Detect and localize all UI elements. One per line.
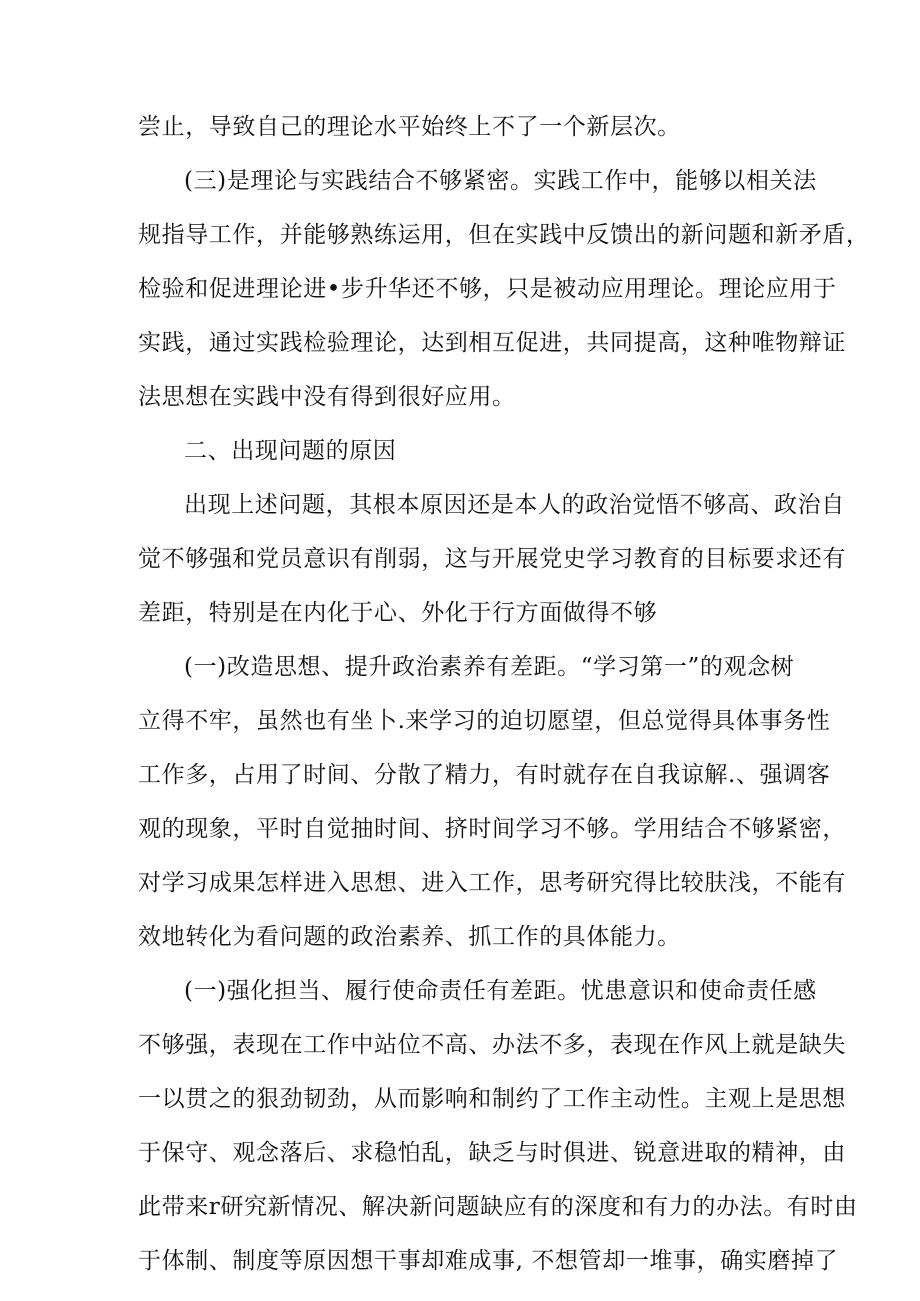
text-line: 一以贯之的狠劲韧劲，从而影响和制约了工作主动性。主观上是思想: [138, 1086, 846, 1112]
document-body: [138, 100, 870, 1288]
text-line: 规指导工作，并能够熟练运用，但在实践中反馈出的新问题和新矛盾，: [138, 222, 870, 248]
text-line: 二、出现问题的原因: [184, 438, 397, 464]
text-line: (三)是理论与实践结合不够紧密。实践工作中，能够以相关法: [184, 168, 817, 194]
text-line: (一)改造思想、提升政治素养有差距。“学习第一”的观念树: [184, 654, 795, 680]
text-line: 立得不牢，虽然也有坐卜.来学习的迫切愿望，但总觉得具体事务性: [138, 708, 831, 734]
text-line: 工作多，占用了时间、分散了精力，有时就存在自我谅解.、强调客: [138, 762, 831, 788]
text-line: 出现上述问题，其根本原因还是本人的政治觉悟不够高、政治自: [184, 492, 845, 518]
text-line: 检验和促进理论进•步升华还不够，只是被动应用理论。理论应用于: [138, 276, 837, 302]
text-line: 此带来r研究新情况、解决新问题缺应有的深度和有力的办法。有时由: [138, 1194, 858, 1220]
text-line: 于保守、观念落后、求稳怕乱，缺乏与时俱进、锐意进取的精神，由: [138, 1140, 846, 1166]
text-line: 效地转化为看问题的政治素养、抓工作的具体能力。: [138, 924, 681, 950]
text-line: 于体制、制度等原因想干事却难成事, 不想管却一堆事，确实磨掉了: [138, 1248, 839, 1274]
text-line: 差距，特别是在内化于心、外化于行方面做得不够: [138, 600, 658, 626]
text-line: (一)强化担当、履行使命责任有差距。忧患意识和使命责任感: [184, 978, 817, 1004]
text-line: 法思想在实践中没有得到很好应用。: [138, 384, 516, 410]
text-line: 观的现象，平时自觉抽时间、挤时间学习不够。学用结合不够紧密，: [138, 816, 846, 842]
text-line: 实践，通过实践检验理论，达到相互促进，共同提高，这种唯物辩证: [138, 330, 846, 356]
text-line: 觉不够强和党员意识有削弱，这与开展党史学习教育的目标要求还有: [138, 546, 846, 572]
text-line: 不够强，表现在工作中站位不高、办法不多，表现在作风上就是缺失: [138, 1032, 846, 1058]
text-line: 尝止，导致自己的理论水平始终上不了一个新层次。: [138, 114, 681, 140]
text-line: 对学习成果怎样进入思想、进入工作，思考研究得比较肤浅，不能有: [138, 870, 846, 896]
